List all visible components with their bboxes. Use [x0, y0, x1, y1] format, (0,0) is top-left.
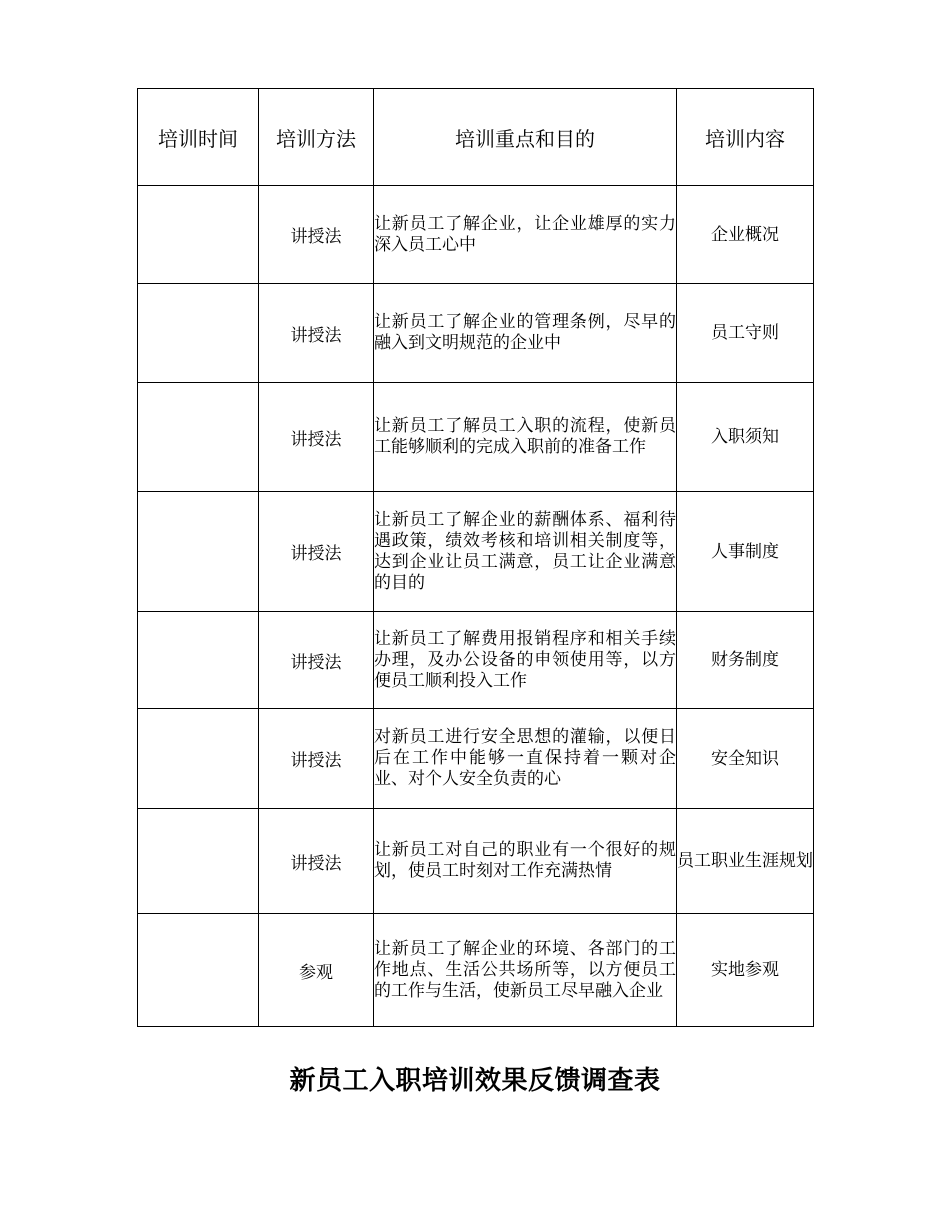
cell-content: 员工守则	[677, 284, 814, 383]
table-row	[138, 809, 814, 914]
cell-method: 讲授法	[259, 612, 374, 709]
cell-content: 安全知识	[677, 709, 814, 809]
cell-method: 讲授法	[259, 809, 374, 914]
cell-method: 讲授法	[259, 383, 374, 492]
cell-goal: 让新员工了解员工入职的流程，使新员工能够顺利的完成入职前的准备工作	[374, 383, 677, 492]
cell-time	[138, 914, 259, 1027]
table-row	[138, 383, 814, 492]
cell-time	[138, 186, 259, 284]
cell-time	[138, 612, 259, 709]
document-title: 新员工入职培训效果反馈调查表	[289, 1066, 661, 1096]
cell-method: 讲授法	[259, 284, 374, 383]
table-row	[138, 284, 814, 383]
cell-goal: 让新员工了解企业，让企业雄厚的实力深入员工心中	[374, 186, 677, 284]
cell-time	[138, 709, 259, 809]
cell-method: 讲授法	[259, 186, 374, 284]
cell-time	[138, 383, 259, 492]
table-row	[138, 612, 814, 709]
cell-content: 企业概况	[677, 186, 814, 284]
header-content: 培训内容	[677, 89, 814, 186]
cell-goal: 让新员工了解费用报销程序和相关手续办理，及办公设备的申领使用等，以方便员工顺利投入工作	[374, 612, 677, 709]
cell-goal: 让新员工了解企业的环境、各部门的工作地点、生活公共场所等，以方便员工的工作与生活，使新员工尽早融入企业	[374, 914, 677, 1027]
cell-goal: 让新员工了解企业的薪酬体系、福利待遇政策，绩效考核和培训相关制度等，达到企业让员工满意，员工让企业满意的目的	[374, 492, 677, 612]
cell-content: 入职须知	[677, 383, 814, 492]
cell-time	[138, 492, 259, 612]
cell-method: 讲授法	[259, 709, 374, 809]
table-row	[138, 186, 814, 284]
table-row	[138, 709, 814, 809]
cell-content: 员工职业生涯规划	[677, 809, 814, 914]
cell-goal: 让新员工对自己的职业有一个很好的规划，使员工时刻对工作充满热情	[374, 809, 677, 914]
cell-time	[138, 284, 259, 383]
table-header-row	[138, 89, 814, 186]
header-method: 培训方法	[259, 89, 374, 186]
cell-content: 财务制度	[677, 612, 814, 709]
cell-goal: 对新员工进行安全思想的灌输，以便日后在工作中能够一直保持着一颗对企业、对个人安全负责的心	[374, 709, 677, 809]
cell-content: 实地参观	[677, 914, 814, 1027]
cell-method: 参观	[259, 914, 374, 1027]
header-time: 培训时间	[138, 89, 259, 186]
training-schedule-table	[137, 88, 814, 1027]
cell-content: 人事制度	[677, 492, 814, 612]
cell-method: 讲授法	[259, 492, 374, 612]
header-goal: 培训重点和目的	[374, 89, 677, 186]
table-row	[138, 914, 814, 1027]
table-row	[138, 492, 814, 612]
cell-time	[138, 809, 259, 914]
cell-goal: 让新员工了解企业的管理条例，尽早的融入到文明规范的企业中	[374, 284, 677, 383]
